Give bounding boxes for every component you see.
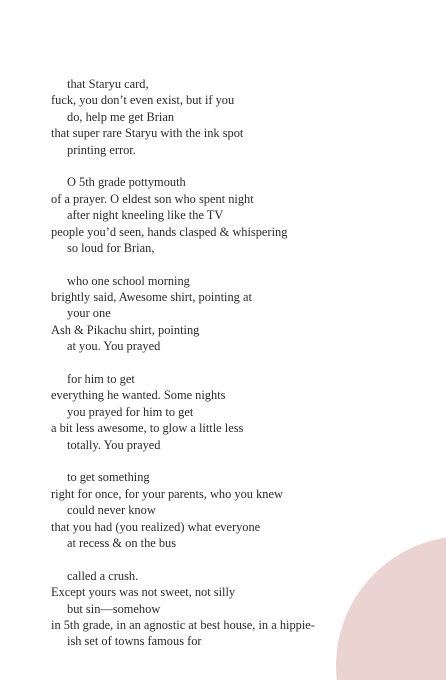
poem-line: that you had (you realized) what everyone (51, 519, 261, 534)
poem-line: called a crush. (67, 568, 139, 583)
poem-line: so loud for Brian, (67, 240, 155, 255)
poem-line: to get something (67, 470, 150, 485)
poem-line: you prayed for him to get (67, 404, 194, 419)
poem-line: who one school morning (67, 273, 190, 288)
poem-line: of a prayer. O eldest son who spent night (51, 191, 254, 206)
poem-line: ish set of towns famous for (67, 634, 202, 649)
poem-line: but sin—somehow (67, 601, 161, 616)
poem-line: Except yours was not sweet, not silly (51, 585, 236, 600)
poem-line: your one (67, 306, 111, 321)
poem-line: that Staryu card, (67, 77, 149, 91)
poem-text (51, 76, 315, 650)
poem-line: could never know (67, 503, 156, 518)
poem-line: in 5th grade, in an agnostic at best house, in a hippie- (51, 617, 315, 632)
poem-line: at you. You prayed (67, 339, 161, 354)
poem-line: O 5th grade pottymouth (67, 175, 186, 190)
poem-line: printing error. (67, 142, 136, 157)
poem-line: totally. You prayed (67, 437, 161, 452)
stanza-break (51, 158, 315, 174)
stanza-break (51, 355, 315, 371)
poem-line: fuck, you don’t even exist, but if you (51, 93, 235, 108)
decorative-circle (336, 536, 446, 680)
poem-line: that super rare Staryu with the ink spot (51, 126, 244, 141)
poem-line: for him to get (67, 372, 135, 387)
poem-line: people you’d seen, hands clasped & whispering (51, 224, 288, 239)
poem-line: right for once, for your parents, who you knew (51, 486, 283, 501)
stanza-break (51, 551, 315, 567)
stanza-break (51, 453, 315, 469)
poem-line: everything he wanted. Some nights (51, 388, 226, 403)
poem-line: after night kneeling like the TV (67, 208, 224, 223)
poem-line: do, help me get Brian (67, 109, 175, 124)
poem-line: brightly said, Awesome shirt, pointing at (51, 290, 252, 305)
poem-line: a bit less awesome, to glow a little less (51, 421, 244, 436)
poem-line: at recess & on the bus (67, 535, 177, 550)
stanza-break (51, 256, 315, 272)
poem-line: Ash & Pikachu shirt, pointing (51, 322, 200, 337)
